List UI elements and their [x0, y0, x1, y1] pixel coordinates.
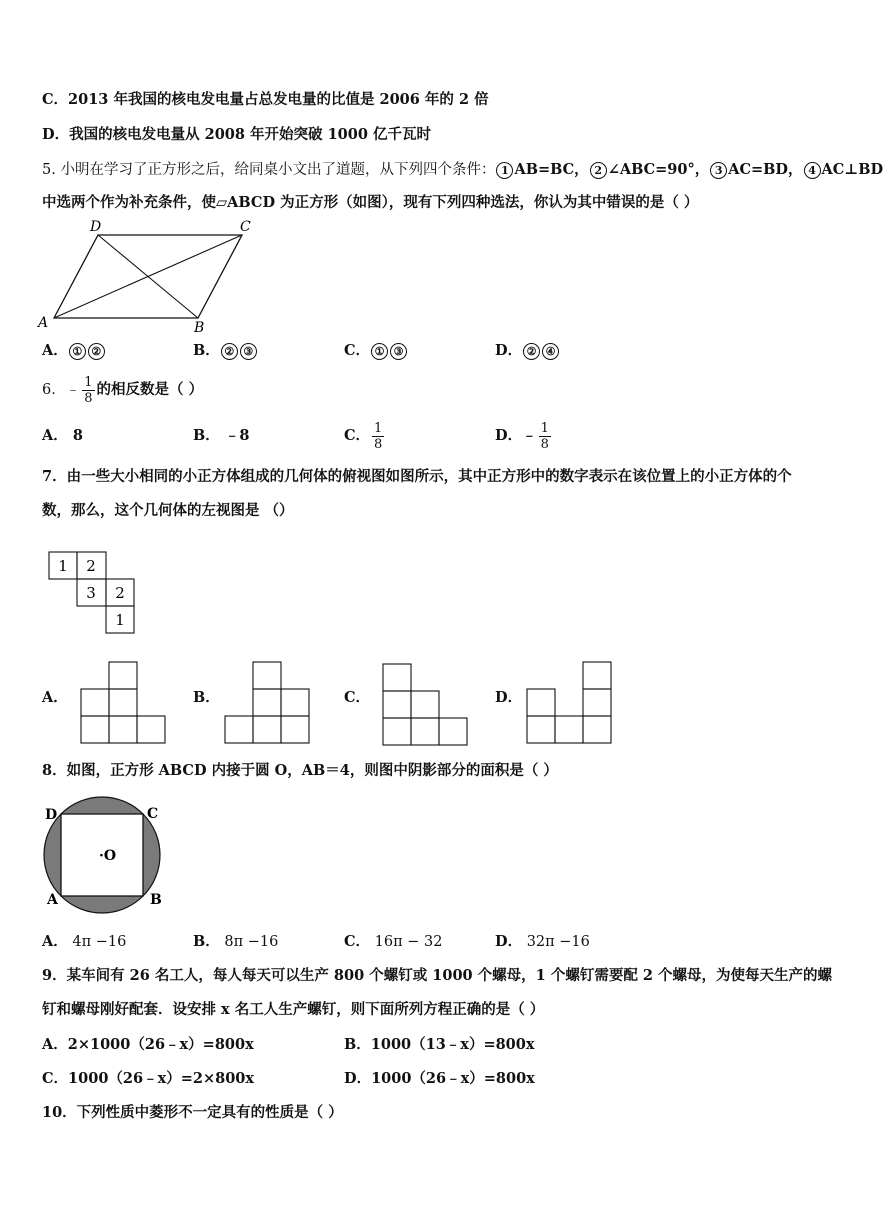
- q5-option-d[interactable]: D． ② ④: [495, 341, 560, 361]
- q7-option-d-figure[interactable]: [524, 660, 616, 746]
- q5-stem-line2: 中选两个作为补充条件，使▱ABCD 为正方形（如图），现有下列四种选法，你认为其中错误的是（ ）: [42, 194, 699, 211]
- vertex-a-label: A: [47, 892, 58, 908]
- q4-option-c: C．2013 年我国的核电发电量占总发电量的比值是 2006 年的 2 倍: [42, 91, 489, 108]
- grid-cell-value: 2: [86, 557, 96, 575]
- grid-cell-value: 1: [115, 611, 125, 629]
- q9-option-b[interactable]: B．1000（13﹣x）=800x: [344, 1036, 535, 1053]
- q7-top-view-grid: [48, 551, 138, 635]
- diagonal-bd: [98, 235, 198, 318]
- q5-stem-line1: 5. 小明在学习了正方形之后，给同桌小文出了道题，从下列四个条件： 1 AB=BC， 2 ∠ABC=90°， 3 AC=BD， 4 AC⊥BD: [42, 161, 883, 178]
- q5-option-b[interactable]: B． ② ③: [193, 341, 258, 361]
- q9-stem-line2: 钉和螺母刚好配套．设安排 x 名工人生产螺钉，则下面所列方程正确的是（ ）: [42, 1001, 545, 1018]
- q6-stem: 6．﹣ $\frac{1}{8}$ 的相反数是（ ）: [42, 374, 204, 406]
- q7-stem-line1: 7．由一些大小相同的小正方体组成的几何体的俯视图如图所示，其中正方形中的数字表示在该位置上的小正方体的个: [42, 468, 792, 485]
- q7-option-a-figure[interactable]: [78, 660, 170, 746]
- vertex-d-label: D: [90, 219, 102, 235]
- q7-stem-line2: 数，那么，这个几何体的左视图是 （）: [42, 502, 294, 519]
- grid-cell-value: 3: [86, 584, 96, 602]
- q8-option-d[interactable]: D． 32π −16: [495, 933, 590, 950]
- vertex-c-label: C: [147, 806, 159, 822]
- q7-option-c-label[interactable]: C．: [344, 689, 371, 706]
- q9-option-a[interactable]: A．2×1000（26﹣x）=800x: [42, 1036, 254, 1053]
- vertex-b-label: B: [150, 892, 162, 908]
- q8-option-a[interactable]: A． 4π −16: [42, 933, 127, 950]
- q5-option-a[interactable]: A． ① ②: [42, 341, 106, 361]
- q8-stem: 8．如图，正方形 ABCD 内接于圆 O，AB＝4，则图中阴影部分的面积是（ ）: [42, 762, 558, 779]
- vertex-a-label: A: [38, 315, 49, 331]
- q7-option-c-figure[interactable]: [380, 662, 472, 748]
- vertex-d-label: D: [45, 807, 58, 823]
- q7-option-b-label[interactable]: B．: [193, 689, 220, 706]
- grid-cell-value: 2: [115, 584, 125, 602]
- q7-option-a-label[interactable]: A．: [42, 689, 68, 706]
- q4-option-d: D．我国的核电发电量从 2008 年开始突破 1000 亿千瓦时: [42, 126, 431, 143]
- q5-option-c[interactable]: C． ① ③: [344, 341, 408, 361]
- q6-option-b[interactable]: B． ﹣8: [193, 427, 250, 444]
- q6-option-c[interactable]: C． $\frac{1}{8}$: [344, 420, 383, 452]
- vertex-c-label: C: [240, 219, 251, 235]
- center-o-label: ·O: [99, 848, 117, 864]
- q8-circle-figure: [36, 796, 176, 916]
- q8-option-c[interactable]: C． 16π − 32: [344, 933, 443, 950]
- q7-option-d-label[interactable]: D．: [495, 689, 523, 706]
- q7-option-b-figure[interactable]: [222, 660, 314, 746]
- q6-option-a[interactable]: A． 8: [42, 427, 83, 444]
- q6-option-d[interactable]: D．﹣ $\frac{1}{8}$: [495, 420, 549, 452]
- q9-stem-line1: 9．某车间有 26 名工人，每人每天可以生产 800 个螺钉或 1000 个螺母，1 个螺钉需要配 2 个螺母，为使每天生产的螺: [42, 967, 832, 984]
- q5-parallelogram-figure: [36, 215, 266, 335]
- vertex-b-label: B: [194, 320, 205, 336]
- grid-cell-value: 1: [58, 557, 68, 575]
- q10-stem: 10．下列性质中菱形不一定具有的性质是（ ）: [42, 1104, 343, 1121]
- q8-option-b[interactable]: B． 8π −16: [193, 933, 279, 950]
- q9-option-c[interactable]: C．1000（26﹣x）=2×800x: [42, 1070, 255, 1087]
- q9-option-d[interactable]: D．1000（26﹣x）=800x: [344, 1070, 535, 1087]
